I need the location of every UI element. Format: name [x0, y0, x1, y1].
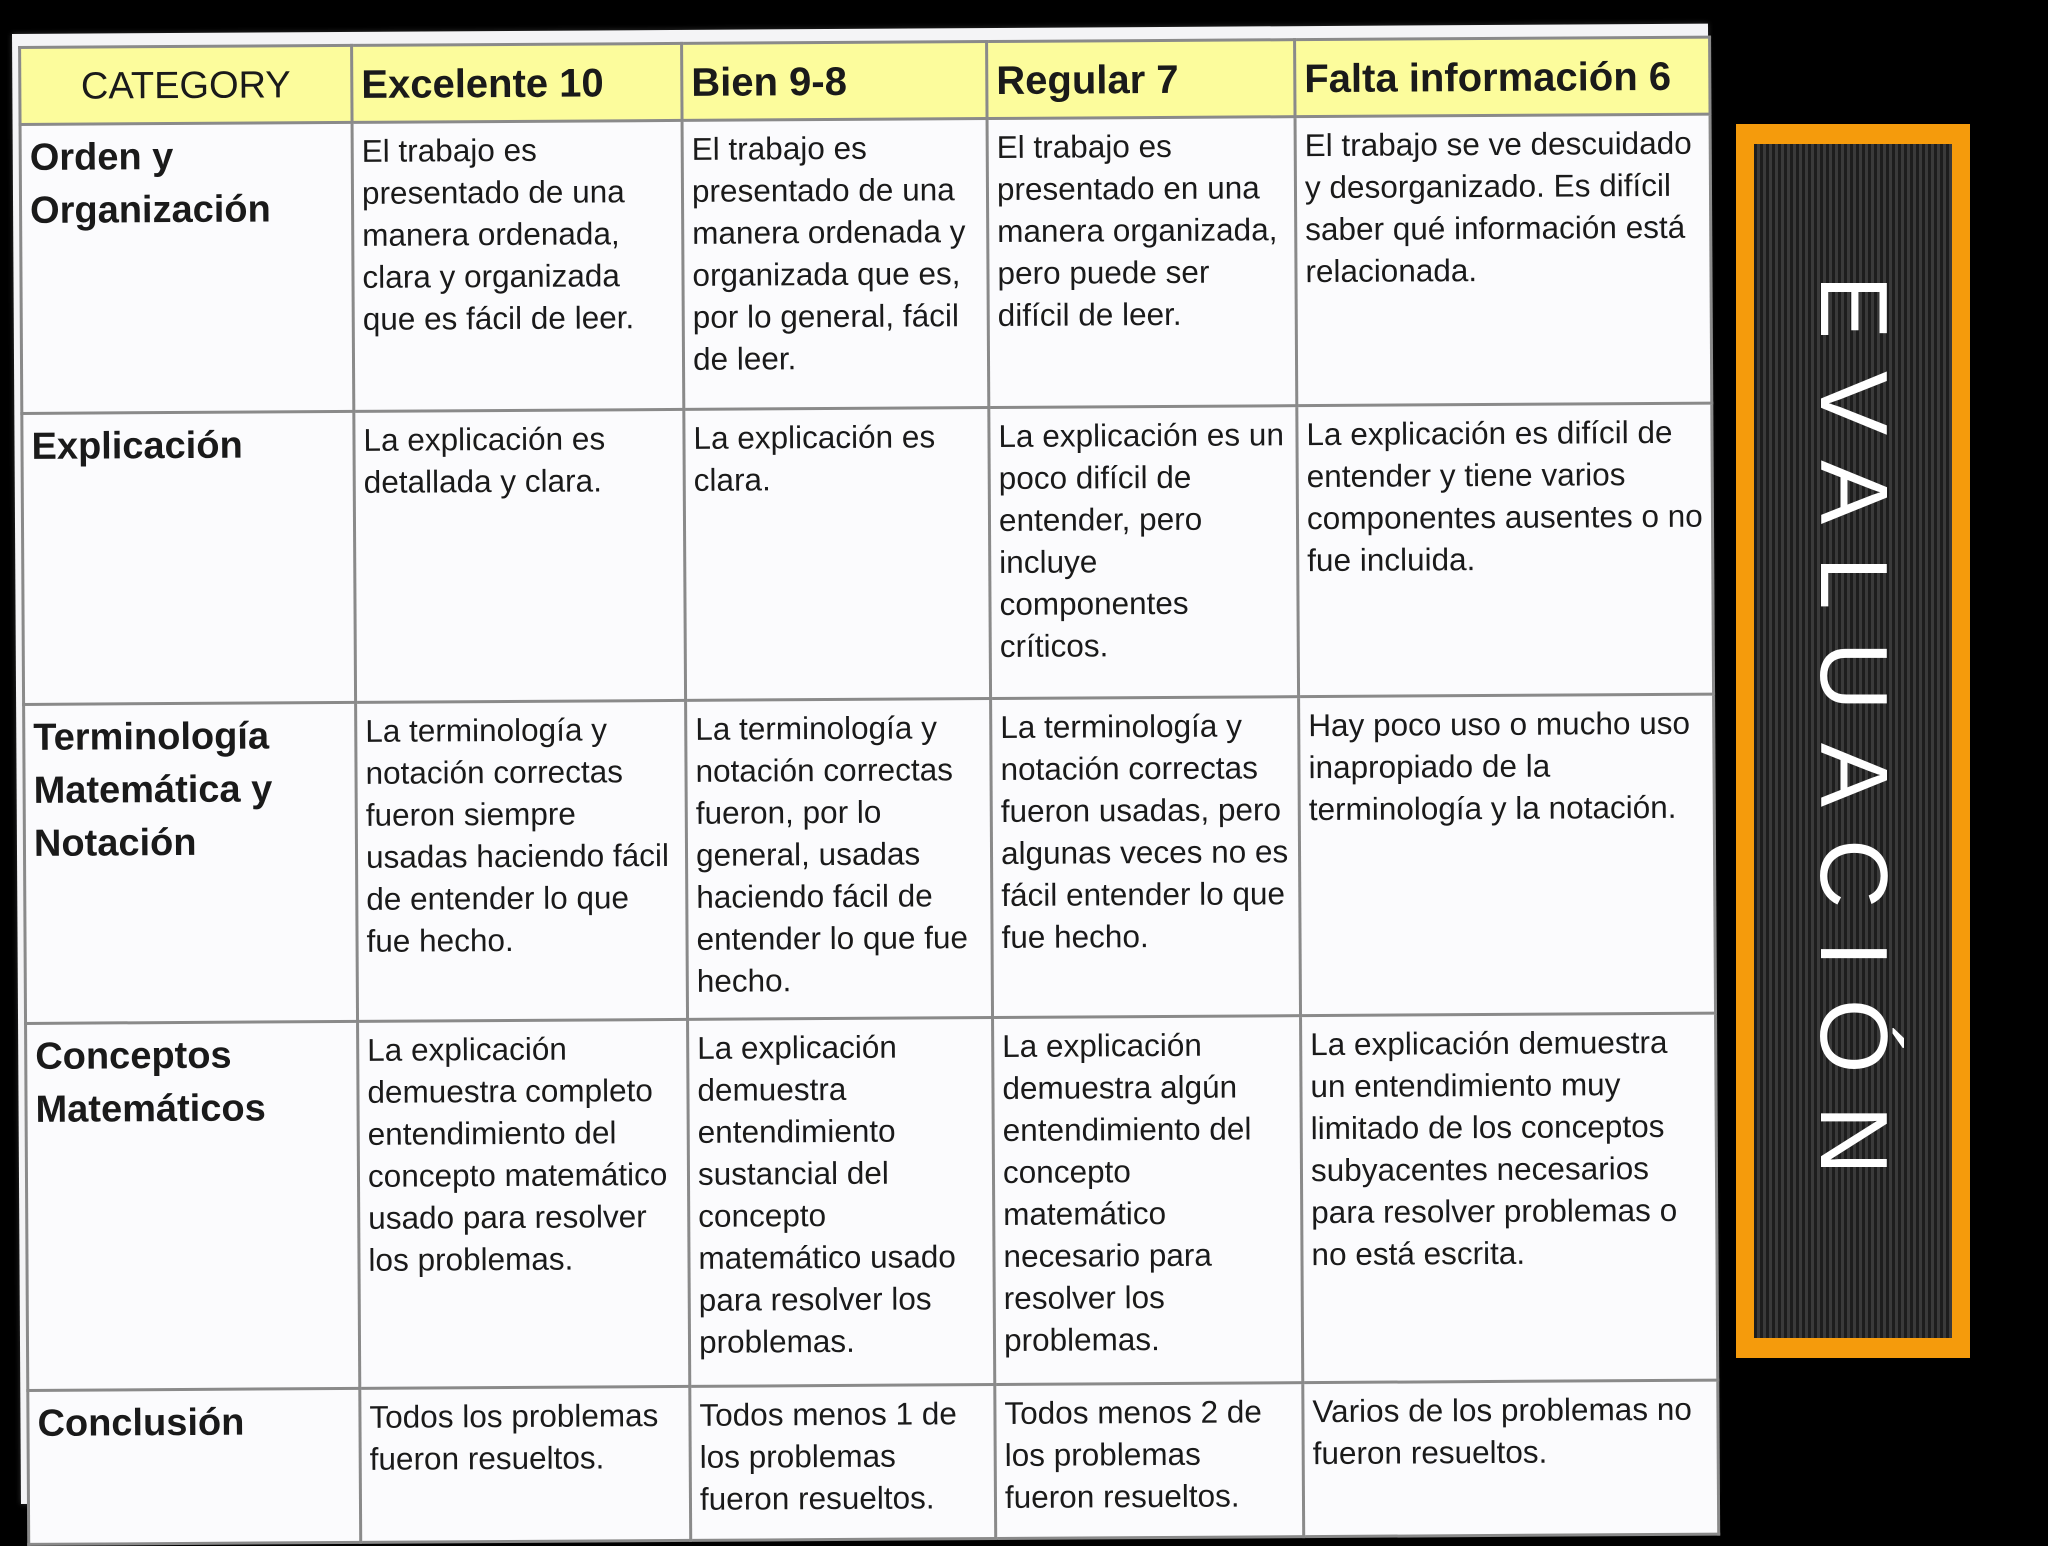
- table-cell: La terminología y notación correctas fueron usadas, pero algunas veces no es fácil entender lo que fue hecho.: [991, 697, 1301, 1018]
- table-cell: El trabajo se ve descuidado y desorganizado. Es difícil saber qué información está relacionada.: [1295, 114, 1712, 406]
- table-cell: La explicación demuestra un entendimiento muy limitado de los conceptos subyacentes necesarios para resolver problemas o no está escrita.: [1301, 1013, 1718, 1382]
- table-cell: La explicación es un poco difícil de entender, pero incluye componentes críticos.: [989, 406, 1299, 699]
- row-category: Terminología Matemática y Notación: [24, 703, 358, 1024]
- header-regular: Regular 7: [987, 40, 1295, 119]
- rubric-sheet: [12, 24, 1717, 1517]
- table-cell: Todos los problemas fueron resueltos.: [360, 1386, 691, 1542]
- row-category: Orden y Organización: [20, 123, 354, 414]
- table-cell: Todos menos 2 de los problemas fueron resueltos.: [995, 1382, 1304, 1538]
- evaluation-title: EVALUACIÓN: [1800, 275, 1907, 1207]
- table-cell: La explicación demuestra completo entendimiento del concepto matemático usado para resolver los problemas.: [358, 1020, 690, 1388]
- table-cell: El trabajo es presentado de una manera ordenada, clara y organizada que es fácil de leer.: [352, 121, 684, 412]
- table-cell: La explicación demuestra entendimiento sustancial del concepto matemático usado para resolver los problemas.: [688, 1018, 995, 1386]
- table-row: [22, 403, 1714, 704]
- table-cell: La explicación es difícil de entender y tiene varios componentes ausentes o no fue incluida.: [1297, 403, 1714, 697]
- table-row: [24, 695, 1716, 1024]
- table-cell: El trabajo es presentado en una manera organizada, pero puede ser difícil de leer.: [987, 117, 1297, 408]
- header-category: CATEGORY: [20, 45, 352, 124]
- header-falta-informacion: Falta información 6: [1295, 37, 1710, 117]
- row-category: Conclusión: [28, 1388, 361, 1544]
- table-row: [28, 1380, 1719, 1545]
- row-category: Explicación: [22, 412, 356, 705]
- table-cell: Todos menos 1 de los problemas fueron resueltos.: [690, 1384, 996, 1540]
- table-cell: La terminología y notación correctas fueron siempre usadas haciendo fácil de entender lo que fue hecho.: [356, 701, 688, 1022]
- table-cell: Varios de los problemas no fueron resueltos.: [1303, 1380, 1719, 1537]
- evaluation-banner-panel: [1754, 144, 1952, 1338]
- header-row: [20, 37, 1710, 124]
- table-cell: La explicación demuestra algún entendimiento del concepto matemático necesario para resolver los problemas.: [993, 1016, 1303, 1384]
- table-row: [20, 114, 1712, 413]
- row-category: Conceptos Matemáticos: [26, 1022, 360, 1390]
- table-cell: La explicación es detallada y clara.: [354, 410, 686, 703]
- header-excelente: Excelente 10: [352, 43, 682, 122]
- table-cell: La terminología y notación correctas fueron, por lo general, usadas haciendo fácil de entender lo que fue hecho.: [686, 699, 993, 1020]
- table-cell: El trabajo es presentado de una manera ordenada y organizada que es, por lo general, fácil de leer.: [682, 119, 989, 410]
- header-bien: Bien 9-8: [682, 42, 987, 121]
- table-cell: La explicación es clara.: [684, 408, 991, 701]
- evaluation-banner: [1736, 124, 1970, 1358]
- rubric-table: [18, 36, 1720, 1546]
- table-cell: Hay poco uso o mucho uso inapropiado de la terminología y la notación.: [1299, 695, 1716, 1016]
- table-row: [26, 1013, 1718, 1390]
